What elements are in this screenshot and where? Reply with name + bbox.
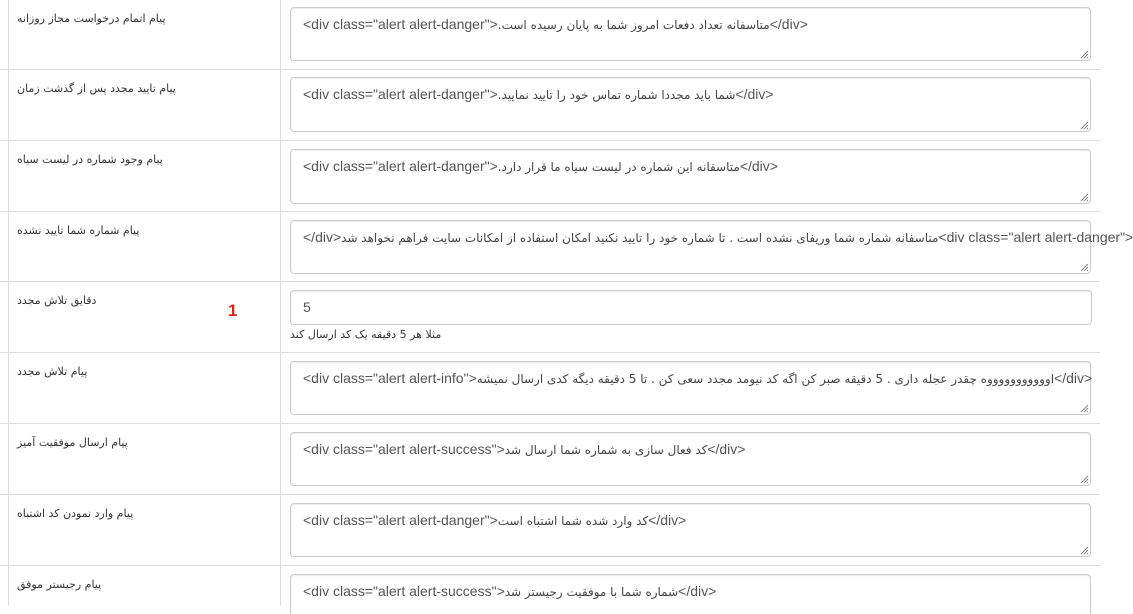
setting-row-wrong-code	[0, 495, 1100, 566]
label-cell	[8, 141, 281, 211]
label-cell	[8, 353, 281, 423]
label-cell	[8, 282, 281, 352]
label-cell	[8, 424, 281, 494]
message-textarea[interactable]	[290, 503, 1091, 557]
message-text: </div>	[303, 229, 342, 245]
message-textarea[interactable]	[290, 149, 1091, 204]
setting-row-blacklist	[0, 141, 1100, 212]
label-cell	[8, 495, 281, 565]
html-close-tag: </div>	[648, 512, 687, 528]
message-text: کد فعال سازی به شماره شما ارسال شد	[504, 443, 708, 457]
message-textarea[interactable]	[290, 432, 1091, 486]
message-text: اوووووووووووه چقدر عجله داری . 5 دقیقه صبر کن اگه کد نیومد مجدد سعی کن . تا 5 دقیقه دیگه کدی ارسال نمیشه	[476, 372, 1055, 386]
setting-label: پیام رجیستر موفق	[17, 578, 102, 591]
html-open-tag: <div class="alert alert-success">	[303, 441, 505, 457]
message-textarea[interactable]	[290, 220, 1133, 274]
setting-row-retry-message	[0, 353, 1100, 424]
message-textarea[interactable]	[290, 77, 1091, 132]
message-text: .شما باید مجددا شماره تماس خود را تایید نمایید	[497, 88, 736, 102]
html-open-tag: <div class="alert alert-danger">	[303, 512, 498, 528]
setting-label: پیام وارد نمودن کد اشتباه	[17, 507, 134, 520]
message-text: کد وارد شده شما اشتباه است	[497, 514, 649, 528]
message-textarea[interactable]	[290, 574, 1091, 614]
resize-grip-icon[interactable]	[1080, 121, 1088, 129]
setting-row-register-success	[0, 566, 1100, 606]
label-cell	[8, 212, 281, 281]
setting-label: دقایق تلاش مجدد	[17, 294, 97, 307]
setting-row-reverify	[0, 70, 1100, 141]
html-open-tag: <div class="alert alert-danger">	[303, 158, 498, 174]
html-open-tag: <div class="alert alert-info">	[303, 370, 477, 386]
html-open-tag: <div class="alert alert-danger">	[303, 86, 498, 102]
setting-label: پیام ارسال موفقیت آمیز	[17, 436, 128, 449]
label-cell	[8, 70, 281, 140]
setting-label: پیام تایید مجدد پس از گذشت زمان	[17, 82, 176, 95]
setting-label: پیام اتمام درخواست مجاز روزانه	[17, 12, 166, 25]
setting-label: پیام تلاش مجدد	[17, 365, 88, 378]
html-close-tag: </div>	[678, 583, 717, 599]
setting-label: پیام وجود شماره در لیست سیاه	[17, 153, 163, 166]
resize-grip-icon[interactable]	[1080, 193, 1088, 201]
label-cell	[8, 0, 281, 69]
html-open-tag: <div class="alert alert-danger">	[303, 16, 498, 32]
message-textarea[interactable]	[290, 7, 1091, 61]
resize-grip-icon[interactable]	[1080, 50, 1088, 58]
resize-grip-icon[interactable]	[1080, 404, 1088, 412]
resize-grip-icon[interactable]	[1080, 475, 1088, 483]
message-textarea[interactable]	[290, 361, 1091, 415]
label-cell	[8, 566, 281, 606]
html-close-tag: </div>	[739, 158, 778, 174]
html-close-tag: </div>	[735, 86, 774, 102]
setting-row-daily-limit	[0, 0, 1100, 70]
retry-minutes-input[interactable]: 5	[290, 290, 1092, 325]
message-text: .متاسفانه تعداد دفعات امروز شما به پایان رسیده است	[497, 18, 770, 32]
message-text: شماره شما با موفقیت رجیستر شد	[504, 585, 679, 599]
setting-row-send-success	[0, 424, 1100, 495]
message-text: .متاسفانه این شماره در لیست سیاه ما قرار دارد	[497, 160, 740, 174]
setting-label: پیام شماره شما تایید نشده	[17, 224, 140, 237]
html-close-tag: </div>	[769, 16, 808, 32]
html-open-tag: <div class="alert alert-success">	[303, 583, 505, 599]
html-open-tag: <div class="alert alert-danger">	[938, 229, 1133, 245]
html-close-tag: </div>	[707, 441, 746, 457]
resize-grip-icon[interactable]	[1080, 546, 1088, 554]
setting-row-not-verified	[0, 212, 1133, 282]
resize-grip-icon[interactable]	[1080, 263, 1088, 271]
setting-row-retry-minutes	[0, 282, 1100, 353]
message-text-body: متاسفانه شماره شما وریفای نشده است . تا شماره خود را تایید نکنید امکان استفاده از امکانات سایت فراهم نخواهد شد	[341, 231, 939, 245]
html-close-tag: </div>	[1054, 370, 1093, 386]
help-text: مثلا هر 5 دقیقه یک کد ارسال کند	[290, 328, 442, 341]
step-marker: 1	[228, 301, 238, 320]
